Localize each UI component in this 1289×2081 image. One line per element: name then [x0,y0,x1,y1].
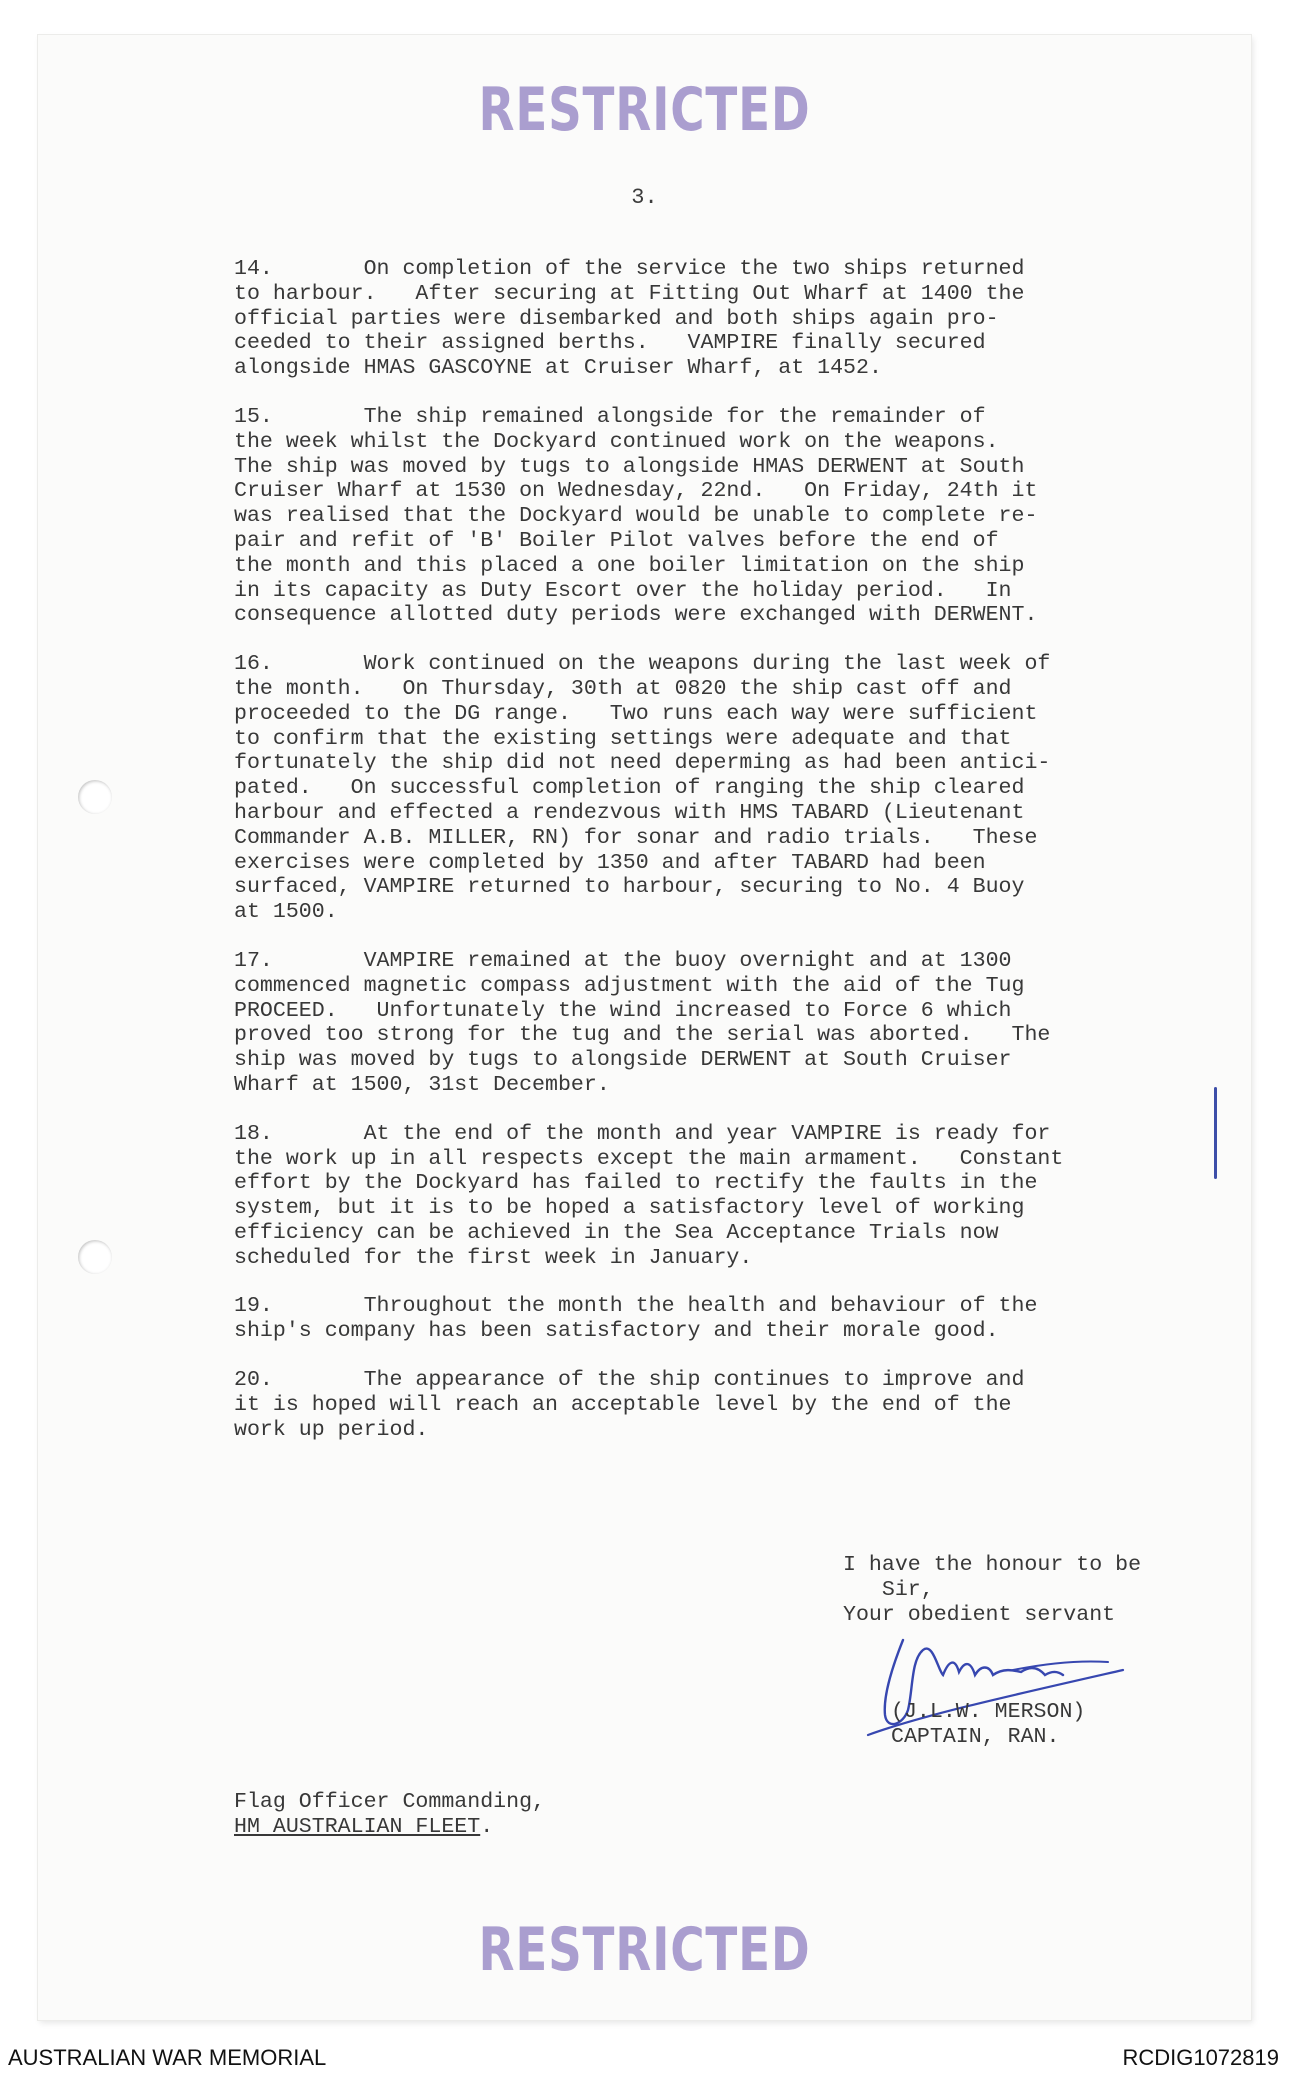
restricted-stamp-bottom: RESTRICTED [478,1915,811,1985]
paragraph-20: 20. The appearance of the ship continues to improve and it is hoped will reach an acceptable level by the end of the work up period. [234,1368,1025,1442]
paragraph-19: 19. Throughout the month the health and behaviour of the ship's company has been satisfactory and their morale good. [234,1294,1038,1344]
paragraph-16: 16. Work continued on the weapons during the last week of the month. On Thursday, 30th at 0820 the ship cast off and proceeded to the DG range. Two runs each way were sufficient to confirm that the existing settings were adequate and that fortunately the ship did not need deperming as had been antici- pated. On successful completion of ranging the ship cleared harbour and effected a rendezvous with HMS TABARD (Lieutenant Commander A.B. MILLER, RN) for sonar and radio trials. These exercises were completed by 1350 and after TABARD had been surfaced, VAMPIRE returned to harbour, securing to No. 4 Buoy at 1500. [234,652,1051,925]
margin-pen-mark [1214,1087,1217,1179]
paragraph-14: 14. On completion of the service the two ships returned to harbour. After securing at Fitting Out Wharf at 1400 the official parties were disembarked and both ships again pro- ceeded to their assigned berths. VAMPIRE finally secured alongside HMAS GASCOYNE at Cruiser Wharf, at 1452. [234,257,1025,381]
footer-institution: AUSTRALIAN WAR MEMORIAL [8,2045,327,2070]
closing-salutation: I have the honour to be Sir, Your obedient servant [843,1553,1142,1627]
signatory-rank: CAPTAIN, RAN. [891,1724,1060,1749]
document-sheet [38,35,1251,2020]
addressee-block [234,1790,545,1840]
page-number: 3. [631,185,658,210]
addressee-line-2: HM AUSTRALIAN FLEET [234,1815,481,1839]
punch-hole-lower [78,1240,112,1274]
paragraph-17: 17. VAMPIRE remained at the buoy overnight and at 1300 commenced magnetic compass adjustment with the aid of the Tug PROCEED. Unfortunately the wind increased to Force 6 which proved too strong for the tug and the serial was aborted. The ship was moved by tugs to alongside DERWENT at South Cruiser Wharf at 1500, 31st December. [234,948,1051,1097]
addressee-line-1: Flag Officer Commanding, [234,1790,546,1814]
report-body [234,257,1224,1466]
signatory-name: (J.L.W. MERSON) [891,1700,1086,1724]
punch-hole-upper [78,780,112,814]
paragraph-15: 15. The ship remained alongside for the remainder of the week whilst the Dockyard continued work on the weapons. The ship was moved by tugs to alongside HMAS DERWENT at South Cruiser Wharf at 1530 on Wednesday, 22nd. On Friday, 24th it was realised that the Dockyard would be unable to complete re- pair and refit of 'B' Boiler Pilot valves before the end of the month and this placed a one boiler limitation on the ship in its capacity as Duty Escort over the holiday period. In consequence allotted duty periods were exchanged with DERWENT. [234,404,1038,628]
restricted-stamp-top: RESTRICTED [478,75,811,145]
footer-record-id: RCDIG1072819 [1122,2045,1279,2070]
addressee-line-2-period: . [480,1815,494,1839]
signatory-block [891,1700,1085,1750]
paragraph-18: 18. At the end of the month and year VAMPIRE is ready for the work up in all respects except the main armament. Constant effort by the Dockyard has failed to rectify the faults in the system, but it is to be hoped a satisfactory level of working efficiency can be achieved in the Sea Acceptance Trials now scheduled for the first week in January. [234,1121,1064,1270]
